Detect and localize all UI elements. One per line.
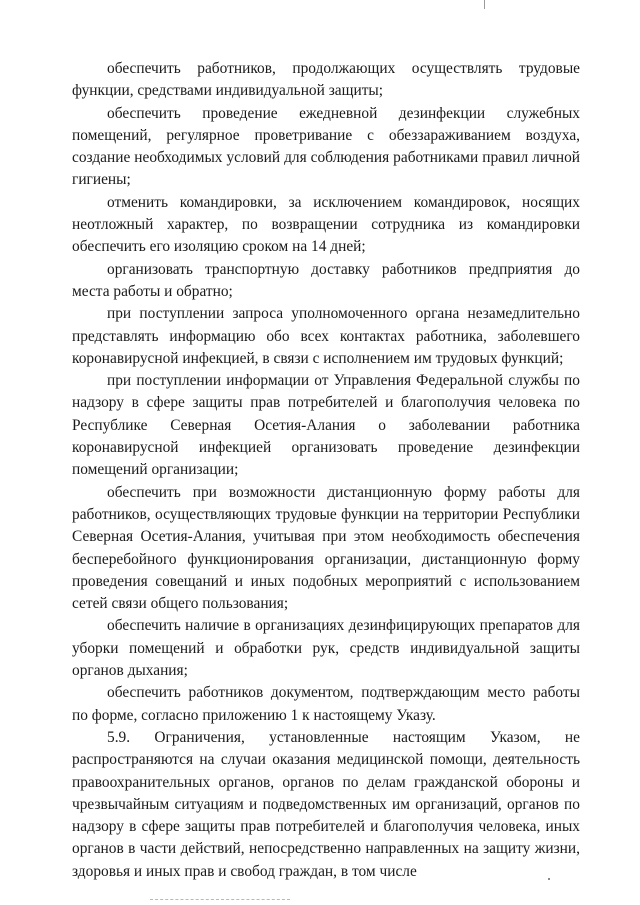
paragraph-business-trips: отменить командировки, за исключением командировок, носящих неотложный характер, по возвращении сотрудника из командировки обеспечить его изоляцию сроком на 14 дней;	[72, 193, 580, 256]
scan-mark	[548, 878, 550, 880]
paragraph-ppe: обеспечить работников, продолжающих осуществлять трудовые функции, средствами индивидуальной защиты;	[72, 60, 580, 100]
paragraph-remote-work: обеспечить при возможности дистанционную форму работы для работников, осуществляющих трудовые функции на территории Республики Северная Осетия-Алания, учитывая при этом необходимость обеспечения бесперебойного функционирования организации, дистанционную форму проведения совещаний и иных подобных мероприятий с использованием сетей связи общего пользования;	[72, 483, 580, 613]
scan-edge-line	[150, 899, 290, 900]
paragraph-work-document: обеспечить работников документом, подтверждающим место работы по форме, согласно приложению 1 к настоящему Указу.	[72, 684, 580, 724]
paragraph-section-5-9: 5.9. Ограничения, установленные настоящим Указом, не распространяются на случаи оказания медицинской помощи, деятельность правоохранительных органов, органов по делам гражданской обороны и чрезвычайным ситуациям и подведомственных им организаций, органов по надзору в сфере защиты прав потребителей и благополучия человека, иных органов в части действий, непосредственно направленных на защиту жизни, здоровья и иных прав и свобод граждан, в том числе	[72, 728, 580, 880]
paragraph-disinfectants: обеспечить наличие в организациях дезинфицирующих препаратов для уборки помещений и обработки рук, средств индивидуальной защиты органов дыхания;	[72, 617, 580, 680]
scan-mark	[484, 0, 485, 9]
paragraph-transport: организовать транспортную доставку работников предприятия до места работы и обратно;	[72, 260, 580, 300]
paragraph-disinfection: обеспечить проведение ежедневной дезинфекции служебных помещений, регулярное проветривание с обеззараживанием воздуха, создание необходимых условий для соблюдения работниками правил личной гигиены;	[72, 104, 580, 189]
paragraph-rospotrebnadzor: при поступлении информации от Управления Федеральной службы по надзору в сфере защиты прав потребителей и благополучия человека по Республике Северная Осетия-Алания о заболевании работника коронавирусной инфекцией организовать проведение дезинфекции помещений организации;	[72, 372, 580, 479]
document-body	[72, 58, 580, 883]
paragraph-contacts-info: при поступлении запроса уполномоченного органа незамедлительно представлять информацию обо всех контактах работника, заболевшего коронавирусной инфекцией, в связи с исполнением им трудовых функций;	[72, 305, 580, 367]
